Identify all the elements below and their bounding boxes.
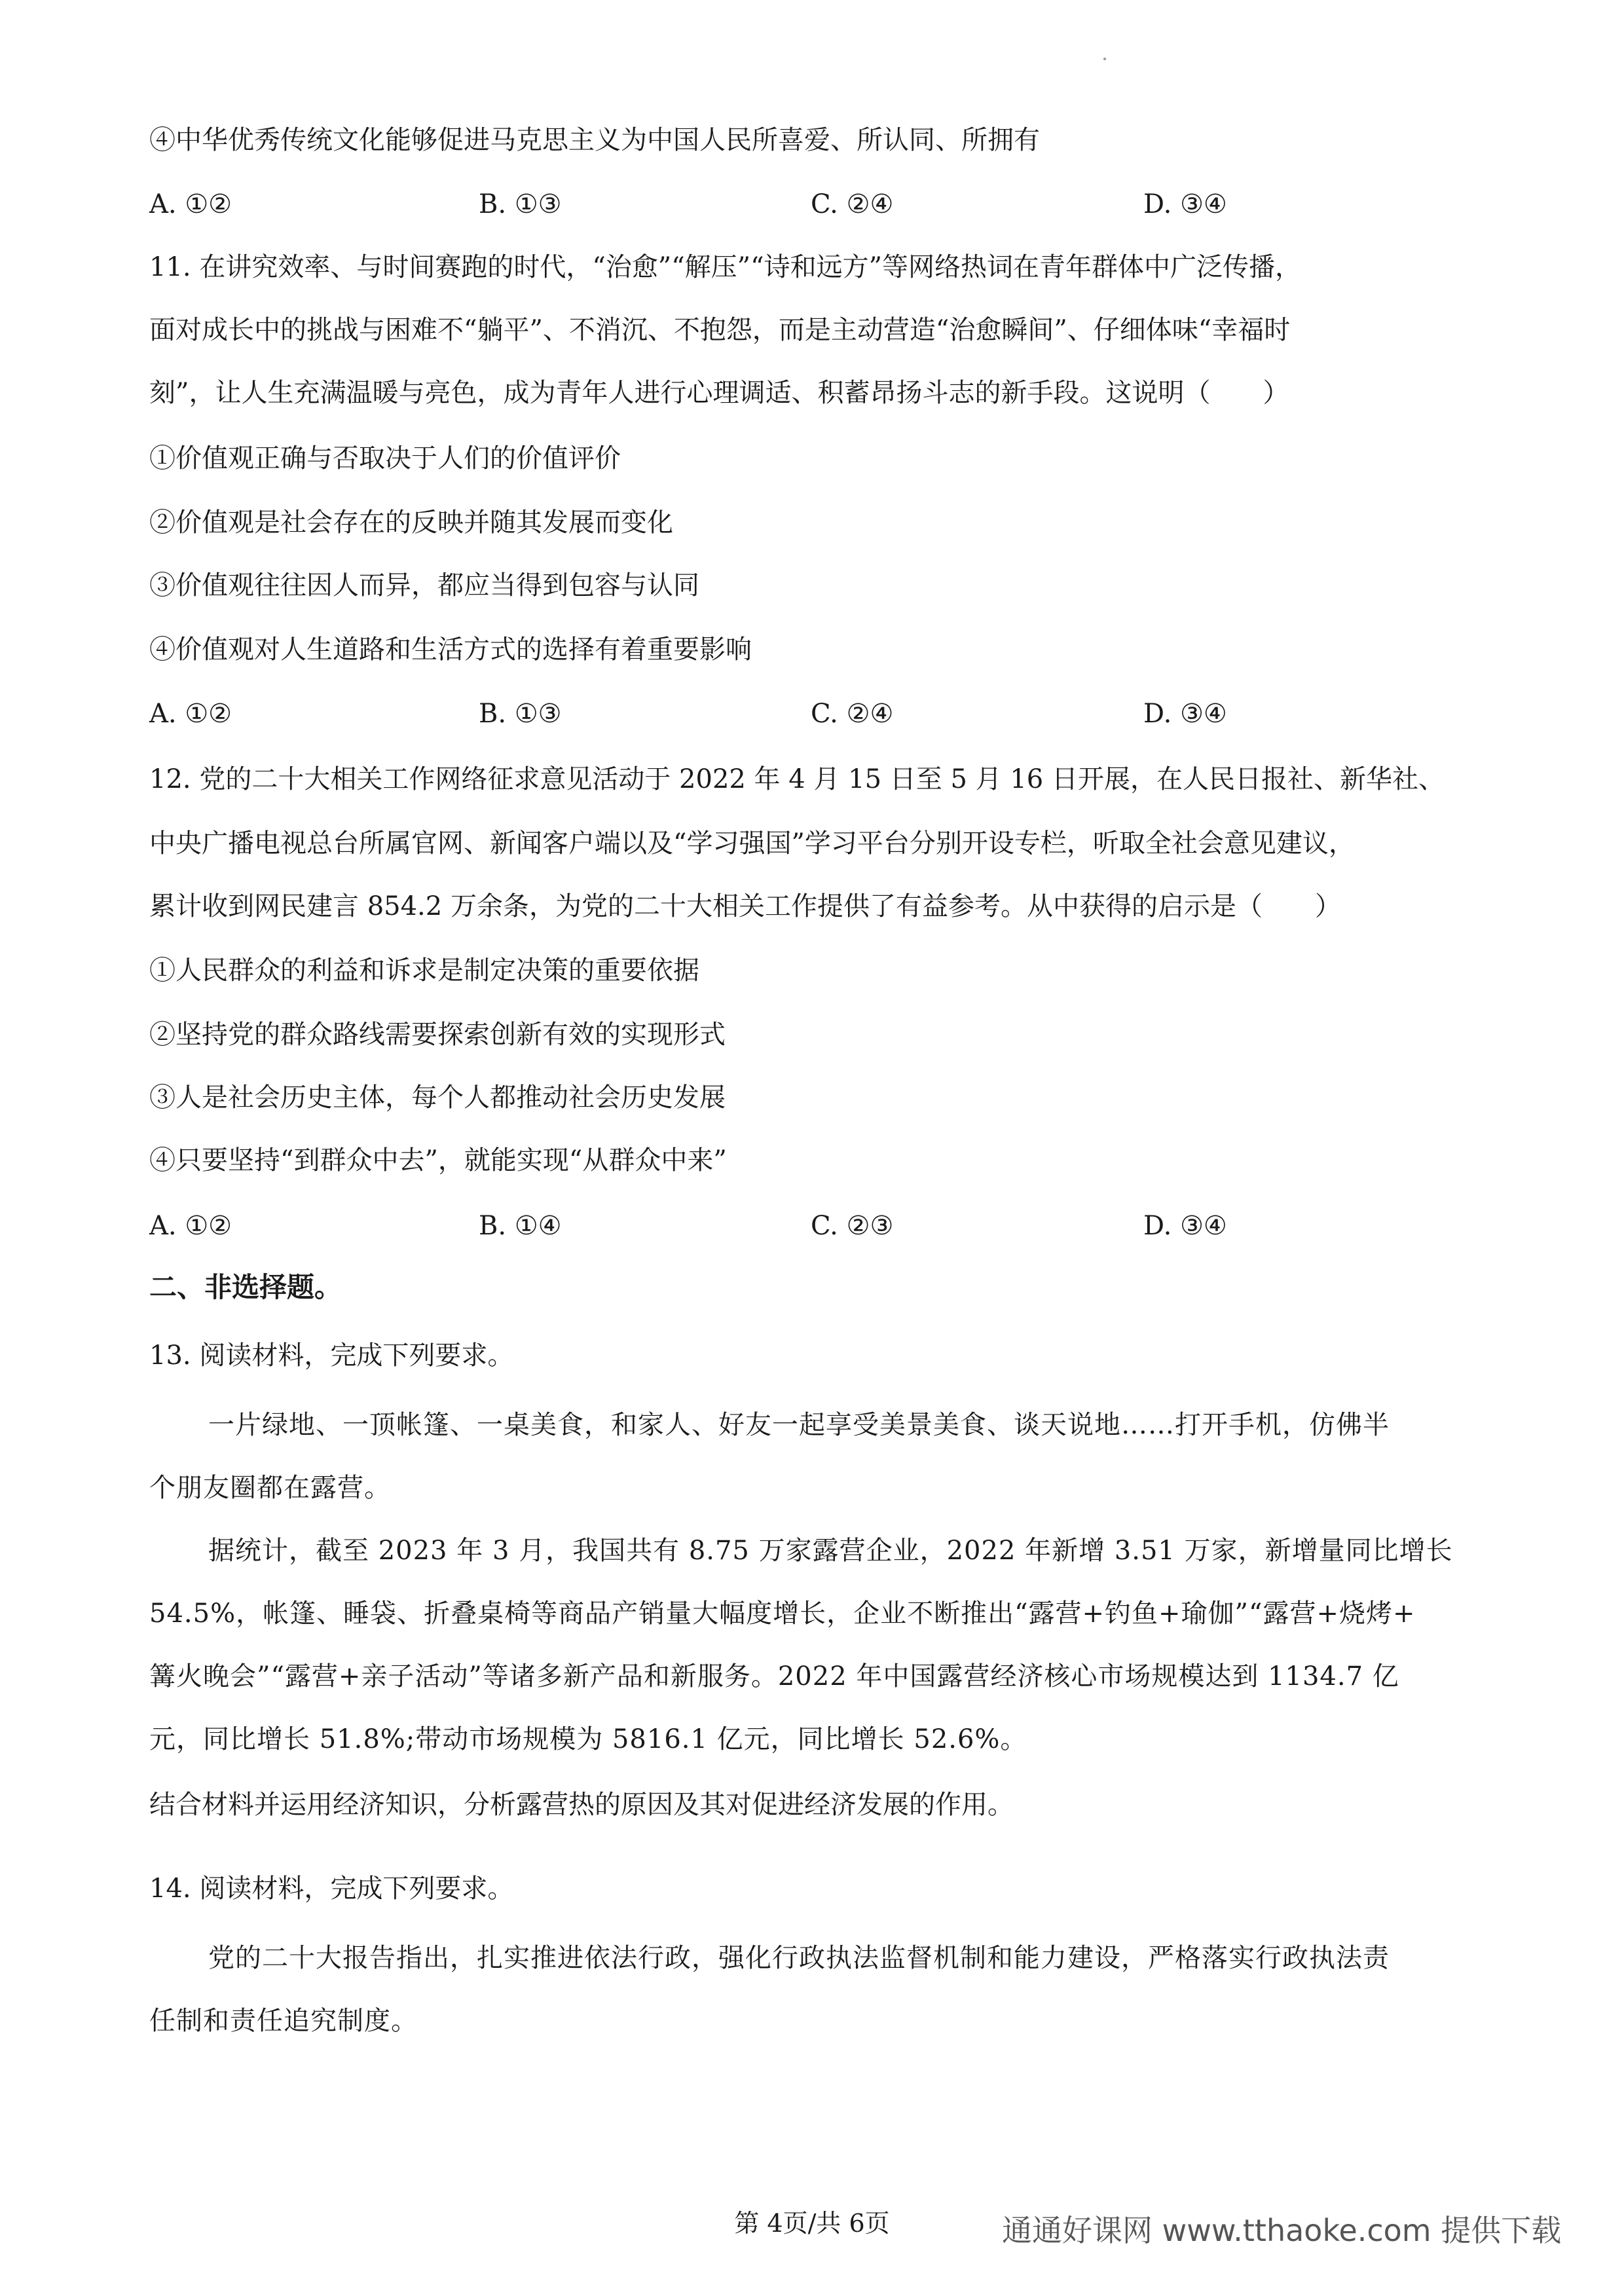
q11-option-b[interactable]: B. ①③	[479, 699, 562, 729]
q11-item-2: ②价值观是社会存在的反映并随其发展而变化	[149, 508, 673, 538]
q13-material-2-line-1: 据统计，截至 2023 年 3 月，我国共有 8.75 万家露营企业，2022 年新增 3.51 万家，新增量同比增长	[208, 1536, 1453, 1566]
q12-option-c[interactable]: C. ②③	[811, 1211, 894, 1241]
q13-material-2-line-4: 元，同比增长 51.8%;带动市场规模为 5816.1 亿元，同比增长 52.6%。	[149, 1724, 1027, 1754]
section-title: 二、非选择题。	[149, 1271, 342, 1303]
speck-mark	[1103, 58, 1106, 60]
q11-option-a[interactable]: A. ①②	[149, 699, 232, 729]
q10-option-c[interactable]: C. ②④	[811, 189, 894, 219]
q14-material-line-2: 任制和责任追究制度。	[149, 2006, 418, 2036]
q11-stem-line-2: 面对成长中的挑战与困难不“躺平”、不消沉、不抱怨，而是主动营造“治愈瞬间”、仔细体味“幸福时	[149, 315, 1291, 345]
q12-stem-line-2: 中央广播电视总台所属官网、新闻客户端以及“学习强国”学习平台分别开设专栏，听取全社会意见建议，	[149, 828, 1355, 859]
watermark: 通通好课网 www.tthaoke.com 提供下载	[1002, 2213, 1562, 2248]
q10-item-4: ④中华优秀传统文化能够促进马克思主义为中国人民所喜爱、所认同、所拥有	[149, 125, 1040, 155]
q11-item-1: ①价值观正确与否取决于人们的价值评价	[149, 443, 621, 473]
q13-prompt: 13. 阅读材料，完成下列要求。	[149, 1341, 514, 1371]
q11-options	[149, 697, 1479, 731]
q10-option-d[interactable]: D. ③④	[1143, 189, 1227, 219]
q12-item-4: ④只要坚持“到群众中去”，就能实现“从群众中来”	[149, 1145, 727, 1175]
q11-option-c[interactable]: C. ②④	[811, 699, 894, 729]
q14-material-line-1: 党的二十大报告指出，扎实推进依法行政，强化行政执法监督机制和能力建设，严格落实行政执法责	[208, 1943, 1390, 1973]
q12-item-1: ①人民群众的利益和诉求是制定决策的重要依据	[149, 955, 699, 986]
q12-options	[149, 1209, 1479, 1243]
q12-stem-line-1: 12. 党的二十大相关工作网络征求意见活动于 2022 年 4 月 15 日至 5 月 16 日开展，在人民日报社、新华社、	[149, 764, 1445, 794]
q12-item-3: ③人是社会历史主体，每个人都推动社会历史发展	[149, 1082, 726, 1113]
q11-stem-line-3: 刻”，让人生充满温暖与亮色，成为青年人进行心理调适、积蓄昂扬斗志的新手段。这说明（ ）	[149, 378, 1289, 408]
q11-stem-line-1: 11. 在讲究效率、与时间赛跑的时代，“治愈”“解压”“诗和远方”等网络热词在青年群体中广泛传播，	[149, 252, 1302, 282]
q12-item-2: ②坚持党的群众路线需要探索创新有效的实现形式	[149, 1020, 726, 1050]
page-number: 第 4页/共 6页	[734, 2209, 890, 2238]
q10-option-a[interactable]: A. ①②	[149, 189, 232, 219]
q13-material-1-line-2: 个朋友圈都在露营。	[149, 1473, 391, 1503]
q11-item-3: ③价值观往往因人而异，都应当得到包容与认同	[149, 570, 699, 601]
q12-option-a[interactable]: A. ①②	[149, 1211, 232, 1241]
q13-task: 结合材料并运用经济知识，分析露营热的原因及其对促进经济发展的作用。	[149, 1790, 1014, 1820]
q10-option-b[interactable]: B. ①③	[479, 189, 562, 219]
q12-option-b[interactable]: B. ①④	[479, 1211, 562, 1241]
q13-material-2-line-3: 篝火晚会”“露营+亲子活动”等诸多新产品和新服务。2022 年中国露营经济核心市场规模达到 1134.7 亿	[149, 1661, 1399, 1692]
q12-stem-line-3: 累计收到网民建言 854.2 万余条，为党的二十大相关工作提供了有益参考。从中获得的启示是（ ）	[149, 891, 1341, 921]
q13-material-1-line-1: 一片绿地、一顶帐篷、一桌美食，和家人、好友一起享受美景美食、谈天说地……打开手机，仿佛半	[208, 1410, 1390, 1440]
q11-option-d[interactable]: D. ③④	[1143, 699, 1227, 729]
q12-option-d[interactable]: D. ③④	[1143, 1211, 1227, 1241]
q13-material-2-line-2: 54.5%，帐篷、睡袋、折叠桌椅等商品产销量大幅度增长，企业不断推出“露营+钓鱼+瑜伽”“露营+烧烤+	[149, 1599, 1416, 1629]
q10-options	[149, 187, 1479, 221]
q14-prompt: 14. 阅读材料，完成下列要求。	[149, 1874, 514, 1904]
q11-item-4: ④价值观对人生道路和生活方式的选择有着重要影响	[149, 635, 752, 665]
